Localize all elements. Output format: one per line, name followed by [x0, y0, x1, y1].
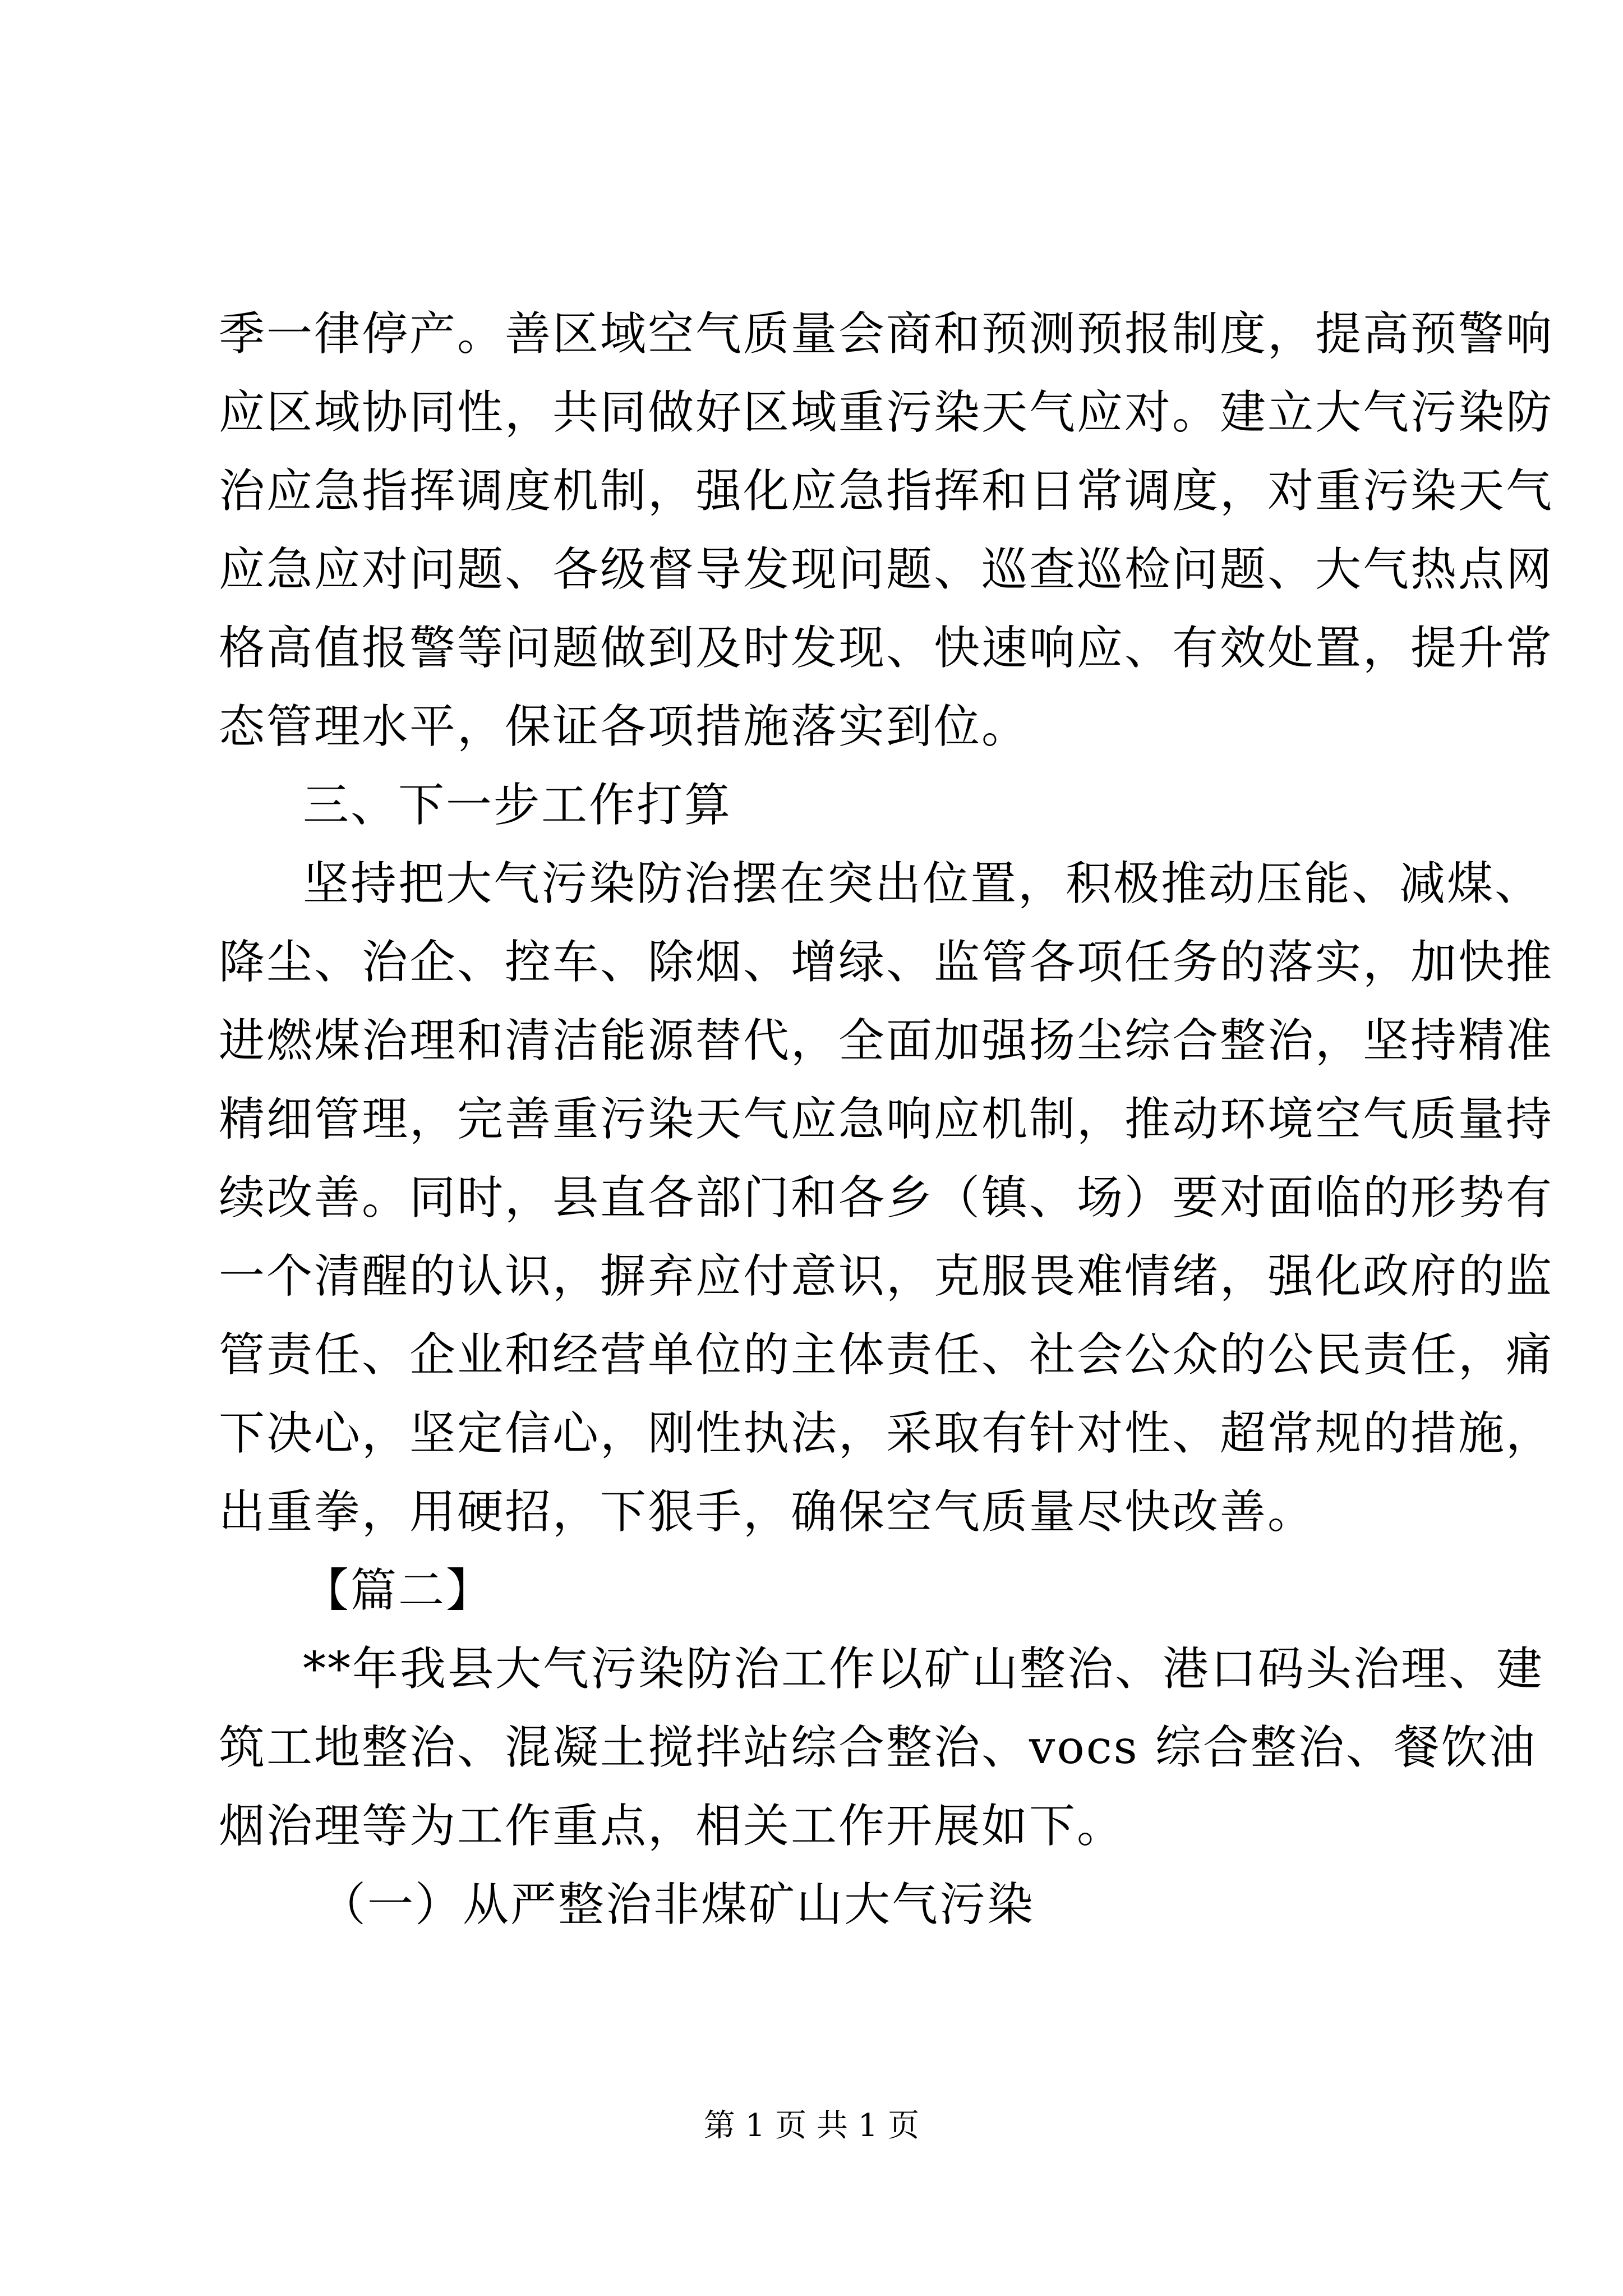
body-text-line: 管责任、企业和经营单位的主体责任、社会公众的公民责任，痛 — [219, 1328, 1554, 1382]
body-text-line: 烟治理等为工作重点，相关工作开展如下。 — [219, 1800, 1125, 1853]
body-text-line: 精细管理，完善重污染天气应急响应机制，推动环境空气质量持 — [219, 1093, 1554, 1146]
body-text-line: 态管理水平，保证各项措施落实到位。 — [219, 700, 1030, 753]
body-text-line: 格高值报警等问题做到及时发现、快速响应、有效处置，提升常 — [219, 622, 1554, 675]
body-text-line: 出重拳，用硬招，下狠手，确保空气质量尽快改善。 — [219, 1485, 1316, 1539]
body-text-line: 治应急指挥调度机制，强化应急指挥和日常调度，对重污染天气 — [219, 464, 1554, 518]
section-heading: 三、下一步工作打算 — [303, 779, 732, 832]
subsection-heading: （一）从严整治非煤矿山大气污染 — [320, 1878, 1035, 1931]
body-text-line: 下决心，坚定信心，刚性执法，采取有针对性、超常规的措施， — [219, 1407, 1554, 1460]
body-text-line: 季一律停产。善区域空气质量会商和预测预报制度，提高预警响 — [219, 307, 1554, 361]
body-text-line: 续改善。同时，县直各部门和各乡（镇、场）要对面临的形势有 — [219, 1171, 1554, 1225]
body-text-line: 一个清醒的认识，摒弃应付意识，克服畏难情绪，强化政府的监 — [219, 1250, 1554, 1303]
body-text-line: 应急应对问题、各级督导发现问题、巡查巡检问题、大气热点网 — [219, 543, 1554, 596]
body-text-line: 筑工地整治、混凝土搅拌站综合整治、vocs 综合整治、餐饮油 — [219, 1721, 1537, 1774]
body-text-line: **年我县大气污染防治工作以矿山整治、港口码头治理、建 — [303, 1642, 1544, 1696]
page-footer: 第 1 页 共 1 页 — [703, 2108, 920, 2144]
body-text-line: 坚持把大气污染防治摆在突出位置，积极推动压能、减煤、 — [303, 857, 1543, 910]
part-heading: 【篇二】 — [303, 1564, 494, 1617]
body-text-line: 进燃煤治理和清洁能源替代，全面加强扬尘综合整治，坚持精准 — [219, 1014, 1554, 1068]
body-text-line: 降尘、治企、控车、除烟、增绿、监管各项任务的落实，加快推 — [219, 936, 1554, 989]
body-text-line: 应区域协同性，共同做好区域重污染天气应对。建立大气污染防 — [219, 386, 1554, 439]
